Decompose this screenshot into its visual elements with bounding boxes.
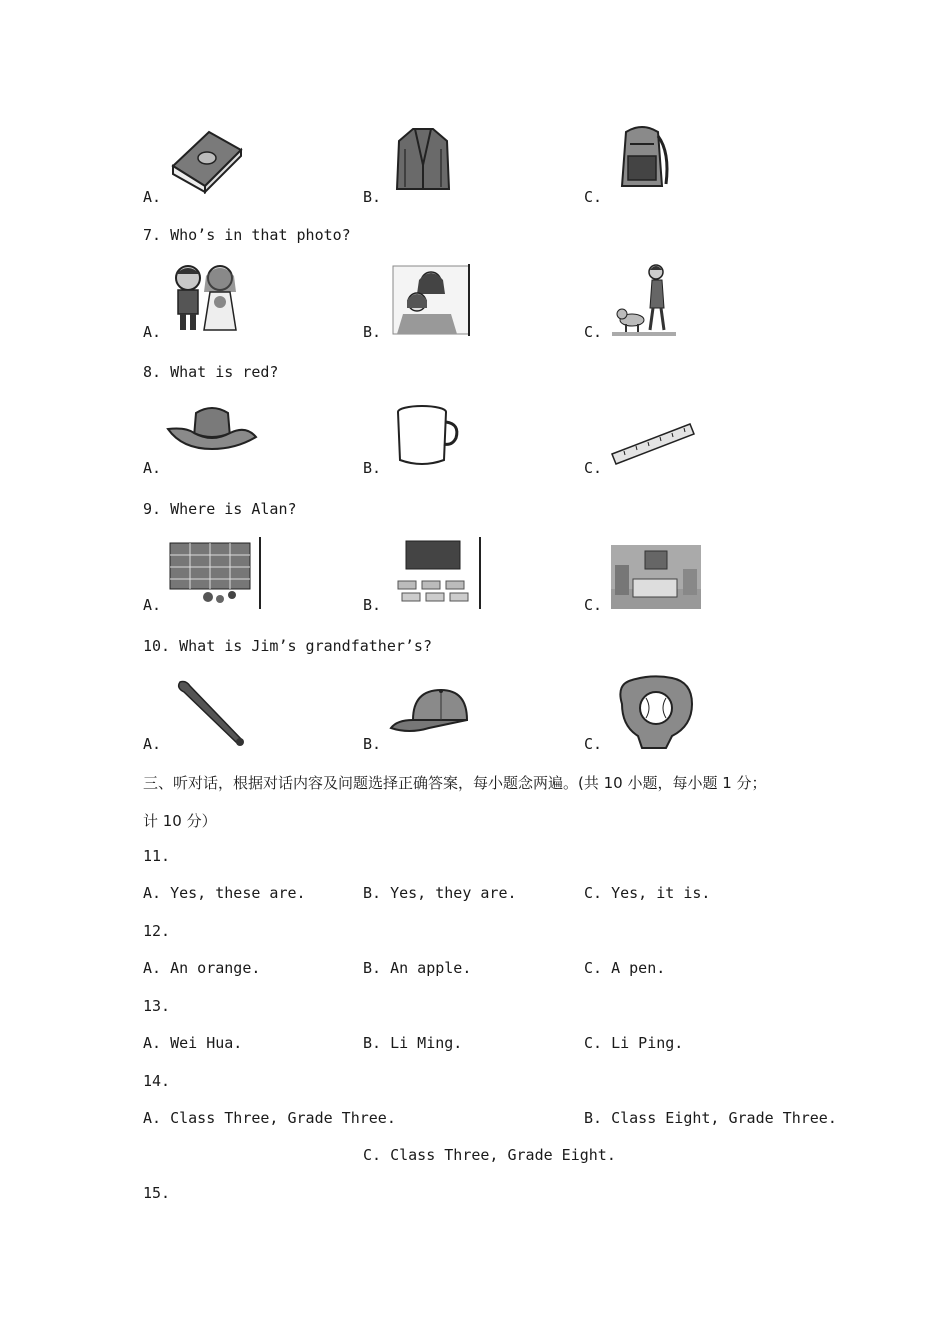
q11-option-b[interactable]: B. Yes, they are. xyxy=(363,884,517,902)
question-14-number: 14. xyxy=(143,1072,171,1090)
option-label: B. xyxy=(363,188,382,206)
backpack-icon[interactable] xyxy=(612,122,672,192)
q11-option-c[interactable]: C. Yes, it is. xyxy=(584,884,711,902)
q13-option-c[interactable]: C. Li Ping. xyxy=(584,1034,684,1052)
couple-icon[interactable] xyxy=(166,262,246,334)
option-label: C. xyxy=(584,596,603,614)
baseball-cap-icon[interactable] xyxy=(389,684,473,744)
option-label: B. xyxy=(363,735,382,753)
question-15-number: 15. xyxy=(143,1184,171,1202)
q14-option-c[interactable]: C. Class Three, Grade Eight. xyxy=(363,1146,616,1164)
question-9-text: 9. Where is Alan? xyxy=(143,500,297,518)
question-10-text: 10. What is Jim’s grandfather’s? xyxy=(143,637,432,655)
bedroom-icon[interactable] xyxy=(611,545,701,609)
mug-icon[interactable] xyxy=(394,402,464,470)
q14-option-b[interactable]: B. Class Eight, Grade Three. xyxy=(584,1109,837,1127)
question-13-number: 13. xyxy=(143,997,171,1015)
q12-option-a[interactable]: A. An orange. xyxy=(143,959,261,977)
library-icon[interactable] xyxy=(168,537,262,609)
baseball-bat-icon[interactable] xyxy=(174,678,248,748)
q13-option-b[interactable]: B. Li Ming. xyxy=(363,1034,463,1052)
section-3-heading-line1: 三、听对话，根据对话内容及问题选择正确答案，每小题念两遍。(共 10 小题，每小题 1 分； xyxy=(143,774,767,792)
coat-icon[interactable] xyxy=(393,125,453,193)
option-label: B. xyxy=(363,323,382,341)
q11-option-a[interactable]: A. Yes, these are. xyxy=(143,884,306,902)
question-7-text: 7. Who’s in that photo? xyxy=(143,226,351,244)
option-label: A. xyxy=(143,596,162,614)
q12-option-b[interactable]: B. An apple. xyxy=(363,959,472,977)
option-label: A. xyxy=(143,459,162,477)
ruler-icon[interactable] xyxy=(610,420,696,468)
q13-option-a[interactable]: A. Wei Hua. xyxy=(143,1034,243,1052)
option-label: A. xyxy=(143,323,162,341)
baseball-glove-icon[interactable] xyxy=(612,674,696,750)
option-label: C. xyxy=(584,459,603,477)
option-label: C. xyxy=(584,188,603,206)
option-label: C. xyxy=(584,735,603,753)
q12-option-c[interactable]: C. A pen. xyxy=(584,959,666,977)
question-11-number: 11. xyxy=(143,847,171,865)
classroom-icon[interactable] xyxy=(392,537,482,609)
option-label: C. xyxy=(584,323,603,341)
book-icon[interactable] xyxy=(165,128,245,194)
hat-icon[interactable] xyxy=(166,403,258,459)
option-label: A. xyxy=(143,188,162,206)
option-label: A. xyxy=(143,735,162,753)
girl-with-dog-icon[interactable] xyxy=(612,262,676,336)
question-8-text: 8. What is red? xyxy=(143,363,279,381)
mother-daughter-photo-icon[interactable] xyxy=(391,264,471,336)
option-label: B. xyxy=(363,596,382,614)
option-label: B. xyxy=(363,459,382,477)
q14-option-a[interactable]: A. Class Three, Grade Three. xyxy=(143,1109,396,1127)
question-12-number: 12. xyxy=(143,922,171,940)
section-3-heading-line2: 计 10 分） xyxy=(143,812,217,830)
